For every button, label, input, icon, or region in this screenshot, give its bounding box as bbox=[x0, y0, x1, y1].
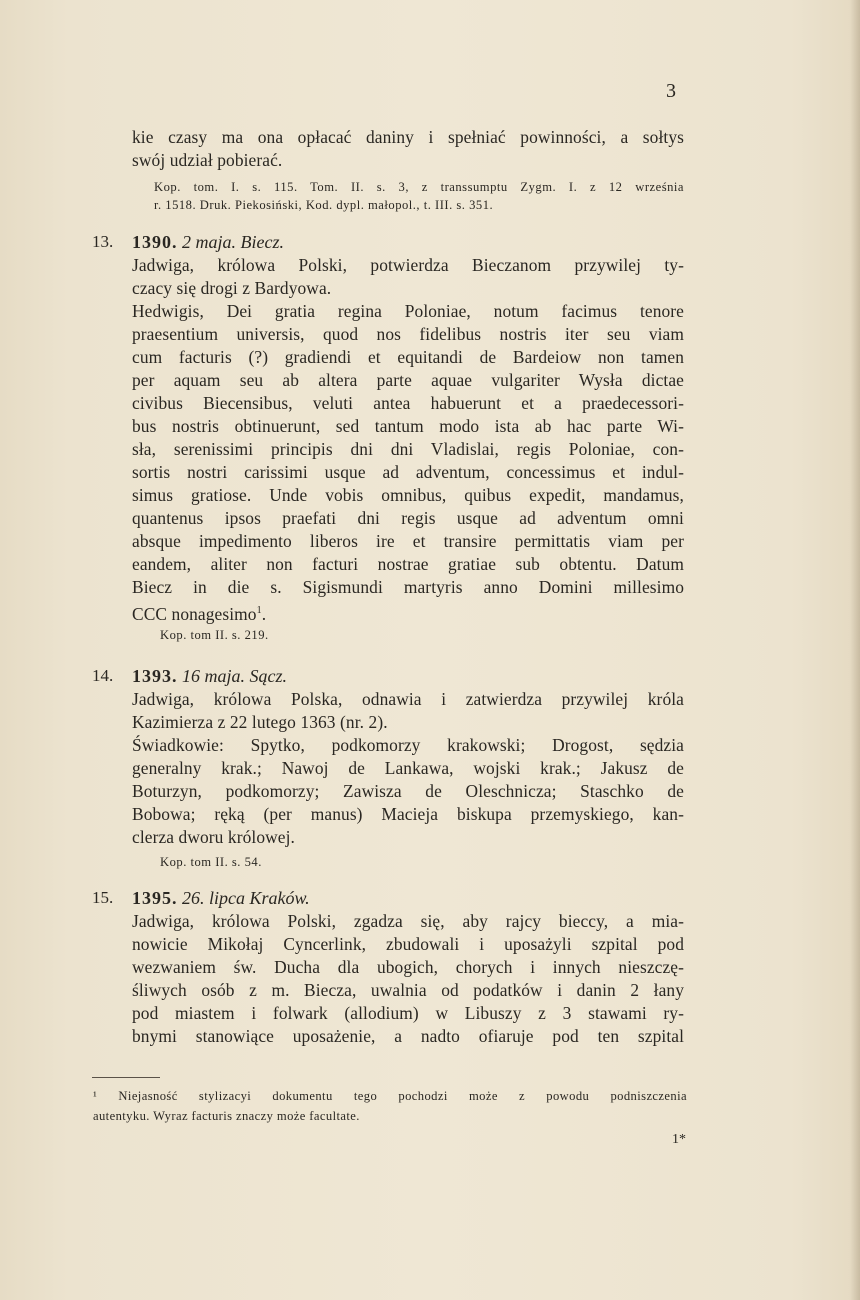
text-line: cum facturis (?) gradiendi et equitandi de Bardeiow non tamen bbox=[132, 347, 684, 367]
text-line: Jadwiga, królowa Polska, odnawia i zatwierdza przywilej króla bbox=[132, 689, 684, 709]
intro-paragraph bbox=[132, 126, 684, 214]
text-line: absque impedimento liberos ire et transire permittatis viam per bbox=[132, 531, 684, 551]
page-edge-shadow bbox=[850, 0, 860, 1300]
text-line: CCC nonagesimo$^1$. bbox=[132, 603, 267, 624]
footnote-divider bbox=[92, 1077, 160, 1078]
footnotes bbox=[93, 1086, 687, 1126]
entry-date: 16 maja. bbox=[182, 666, 245, 686]
text-line: sła, serenissimi principis dni dni Vladislai, regis Poloniae, con- bbox=[132, 439, 684, 459]
text-line: Bobowa; ręką (per manus) Macieja biskupa przemyskiego, kan- bbox=[132, 804, 684, 824]
text-line: czacy się drogi z Bardyowa. bbox=[132, 278, 332, 298]
entry-date: 26. lipca bbox=[182, 888, 245, 908]
entry-15 bbox=[92, 886, 684, 1048]
entry-number: 14. bbox=[92, 666, 114, 685]
entry-year: 1393. bbox=[132, 666, 178, 686]
text-line-content: CCC nonagesimo bbox=[132, 603, 257, 624]
page-number: 3 bbox=[666, 80, 676, 102]
footnote-text: Niejasność stylizacyi dokumentu tego pochodzi może z powodu podniszczenia bbox=[118, 1089, 687, 1103]
text-line: generalny krak.; Nawoj de Lankawa, wojski krak.; Jakusz de bbox=[132, 758, 684, 778]
citation-line: Kop. tom II. s. 219. bbox=[160, 628, 269, 642]
text-line: Kazimierza z 22 lutego 1363 (nr. 2). bbox=[132, 712, 388, 732]
footnote-marker: ¹ bbox=[93, 1089, 98, 1103]
text-line: śliwych osób z m. Biecza, uwalnia od podatków i danin 2 łany bbox=[132, 980, 684, 1000]
entry-13 bbox=[92, 230, 684, 644]
text-line: praesentium universis, quod nos fidelibus nostris iter seu viam bbox=[132, 324, 684, 344]
entry-place: Kraków. bbox=[249, 888, 310, 908]
entry-heading bbox=[92, 664, 684, 688]
text-line: swój udział pobierać. bbox=[132, 150, 283, 170]
entry-heading bbox=[92, 886, 684, 910]
text-line: quantenus ipsos praefati dni regis usque ad adventum omni bbox=[132, 508, 684, 528]
text-line: Jadwiga, królowa Polski, zgadza się, aby rajcy bieccy, a mia- bbox=[132, 911, 684, 931]
text-line: eandem, aliter non facturi nostrae gratiae sub obtentu. Datum bbox=[132, 554, 684, 574]
entry-heading bbox=[92, 230, 684, 254]
text-line: sortis nostri carissimi usque ad adventum, concessimus et indul- bbox=[132, 462, 684, 482]
footnote-reference: 1 bbox=[256, 605, 262, 616]
entry-place: Sącz. bbox=[249, 666, 287, 686]
text-line: pod miastem i folwark (allodium) w Libuszy z 3 stawami ry- bbox=[132, 1003, 684, 1023]
entry-number: 13. bbox=[92, 232, 114, 251]
footnote-line: autentyku. Wyraz facturis znaczy może facultate. bbox=[93, 1109, 360, 1123]
text-line: bnymi stanowiące uposażenie, a nadto ofiaruje pod ten szpital bbox=[132, 1026, 684, 1046]
citation-line: Kop. tom. I. s. 115. Tom. II. s. 3, z transsumptu Zygm. I. z 12 września bbox=[154, 180, 684, 194]
entry-14 bbox=[92, 664, 684, 871]
entry-year: 1390. bbox=[132, 232, 178, 252]
text-line: simus gratiose. Unde vobis omnibus, quibus expedit, mandamus, bbox=[132, 485, 684, 505]
text-line: Biecz in die s. Sigismundi martyris anno Domini millesimo bbox=[132, 577, 684, 597]
text-line: kie czasy ma ona opłacać daniny i spełniać powinności, a sołtys bbox=[132, 127, 684, 147]
entry-year: 1395. bbox=[132, 888, 178, 908]
text-line: civibus Biecensibus, veluti antea habuerunt et a praedecessori- bbox=[132, 393, 684, 413]
text-line: per aquam seu ab altera parte aquae vulgariter Wysła dictae bbox=[132, 370, 684, 390]
printer-signature: 1* bbox=[672, 1132, 686, 1147]
entry-number: 15. bbox=[92, 888, 114, 907]
text-line: bus nostris obtinuerunt, sed tantum modo ista ab hac parte Wi- bbox=[132, 416, 684, 436]
footnote-line bbox=[93, 1086, 687, 1106]
text-line: clerza dworu królowej. bbox=[132, 827, 295, 847]
text-line: nowicie Mikołaj Cyncerlink, zbudowali i uposażyli szpital pod bbox=[132, 934, 684, 954]
text-line: wezwaniem św. Ducha dla ubogich, chorych i innych nieszczę- bbox=[132, 957, 684, 977]
citation-line: Kop. tom II. s. 54. bbox=[160, 855, 262, 869]
text-line: Jadwiga, królowa Polski, potwierdza Bieczanom przywilej ty- bbox=[132, 255, 684, 275]
text-line: Boturzyn, podkomorzy; Zawisza de Oleschnicza; Staschko de bbox=[132, 781, 684, 801]
text-line: Hedwigis, Dei gratia regina Poloniae, notum facimus tenore bbox=[132, 301, 684, 321]
citation-line: r. 1518. Druk. Piekosiński, Kod. dypl. małopol., t. III. s. 351. bbox=[154, 198, 494, 212]
entry-place: Biecz. bbox=[240, 232, 284, 252]
text-line: Świadkowie: Spytko, podkomorzy krakowski; Drogost, sędzia bbox=[132, 735, 684, 755]
entry-date: 2 maja. bbox=[182, 232, 236, 252]
